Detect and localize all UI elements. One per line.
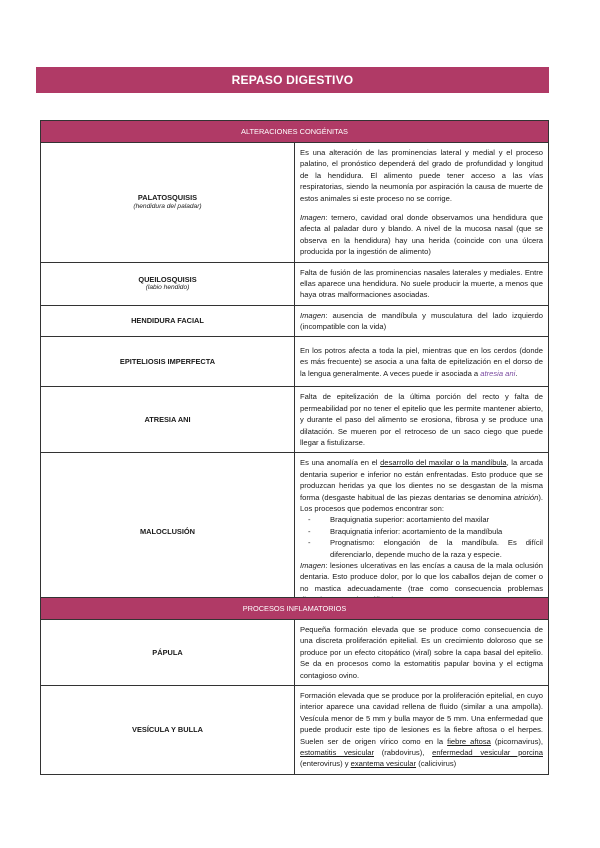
image-text: : lesiones ulcerativas en las encías a causa de la mala oclusión dentaria. Esto produce dolor, por lo que los caballos dejan de comer o no mastica adecuadamente (trae como consecuencia problemas [300, 560, 543, 593]
underlined-text: exantema vesicular [350, 759, 417, 769]
row-label: HENDIDURA FACIAL [41, 305, 295, 337]
row-sublabel: (labio hendido) [145, 284, 190, 292]
paragraph: Es una alteración de las prominencias lateral y medial y el proceso palatino, el pronóstico dependerá del grado de profundidad y longitud de la hendidura. El alimento puede tener acceso a las vías respiratorias, siendo la neumonía por aspiración la causa de muerte de estos animales si este proceso no se corrige. [300, 148, 543, 203]
row-text [295, 337, 549, 387]
underlined-text: desarrollo del maxilar o la mandíbula [380, 458, 507, 468]
row-text [295, 143, 549, 263]
row-label-text: QUEILOSQUISIS [138, 274, 197, 284]
row-label: ATRESIA ANI [41, 387, 295, 453]
row-text: Pequeña formación elevada que se produce como consecuencia de una discreta proliferación epitelial. Es un crecimiento doloroso que se produce por un efecto citopático (viral) sobre la capa basal del epitelio. Se da en procesos como la estomatitis papular bovina y el ectigma contagioso ovino. [295, 620, 549, 686]
row-label: PÁPULA [41, 620, 295, 686]
atresia-ani-link[interactable]: atresia ani [480, 368, 516, 378]
row-text [295, 685, 549, 774]
table-row [41, 685, 549, 774]
text: (enterovirus) y [300, 759, 351, 769]
inflammatory-header: PROCESOS INFLAMATORIOS [41, 598, 549, 620]
text: En los potros afecta a toda la piel, mientras que en los cerdos (donde es más frecuente) se asocia a una falta de epitelización en el dorso de la lengua generalmente. A veces puede ir asociada a [300, 345, 543, 378]
paragraph [300, 457, 543, 514]
row-label-text: PALATOSQUISIS [137, 193, 198, 203]
table-row [41, 305, 549, 337]
text: ). Los procesos que podemos encontrar son: [300, 492, 543, 513]
row-text: Falta de fusión de las prominencias nasales laterales y mediales. Entre ellas aparece una hendidura. No suele producir la muerte, a menos que haya otras malformaciones asociadas. [295, 262, 549, 305]
row-text [295, 453, 549, 610]
underlined-text: fiebre aftosa [447, 736, 491, 746]
text: , la arcada dentaria superior e inferior no están enfrentadas. Esto produce que se produzcan heridas ya que los dientes no se desgastan de la misma forma (desgaste habitual de las piezas dentarias se denomina [300, 458, 543, 502]
image-label: Imagen [300, 560, 326, 570]
table-row [41, 387, 549, 453]
italic-text: atrición [513, 492, 539, 502]
table-row [41, 143, 549, 263]
image-label: Imagen [300, 310, 326, 320]
table-row [41, 620, 549, 686]
table-row [41, 453, 549, 610]
list-item: - Braquignatia superior: acortamiento del maxilar [330, 514, 543, 525]
image-text: : ternero, cavidad oral donde observamos una hendidura que afecta al paladar duro y blando. A nivel de la mucosa nasal (que se observa en la hendidura) hay una herida (coincide con una úlcera producida por la ingestión de alimento) [300, 212, 543, 257]
row-label [41, 262, 295, 305]
text: (calicivirus) [416, 759, 457, 769]
row-label [41, 143, 295, 263]
text: Es una anomalía en el [300, 458, 381, 468]
image-label: Imagen [300, 212, 326, 222]
row-label: VESÍCULA Y BULLA [41, 685, 295, 774]
underlined-text: estomatitis vesicular [300, 747, 374, 757]
text: (rabdovirus), [374, 747, 433, 757]
paragraph [300, 212, 543, 258]
row-label: MALOCLUSIÓN [41, 453, 295, 610]
list-item: - Prognatismo: elongación de la mandíbula. Es difícil diferenciarlo, depende mucho de la raza y especie. [330, 537, 543, 560]
congenital-table [40, 120, 549, 611]
list-item: - Braquignatia inferior: acortamiento de la mandíbula [330, 526, 543, 537]
process-list [300, 514, 543, 560]
text: (picornavirus), [490, 736, 544, 746]
image-text: : ausencia de mandíbula y musculatura del lado izquierdo (incompatible con la vida) [300, 310, 543, 332]
row-label: EPITELIOSIS IMPERFECTA [41, 337, 295, 387]
table-row [41, 262, 549, 305]
inflammatory-table [40, 597, 549, 775]
congenital-header: ALTERACIONES CONGÉNITAS [41, 121, 549, 143]
text: . [515, 368, 518, 378]
row-text [295, 305, 549, 337]
table-row [41, 337, 549, 387]
underlined-text: enfermedad vesicular porcina [432, 747, 543, 757]
page-title: REPASO DIGESTIVO [36, 67, 549, 93]
row-text: Falta de epitelización de la última porción del recto y falta de permeabilidad por no tener el epitelio que les permite mantener abierto, y durante el paso del alimento se erosiona, fibrosa y se produce una dilatación. Se mueren por el retroceso de un saco ciego que puede llegar a fistulizarse. [295, 387, 549, 453]
text: Formación elevada que se produce por la proliferación epitelial, en cuyo interior aparece una cavidad rellena de fluido (similar a una ampolla). Vesícula menor de 5 mm y bulla mayor de 5 mm. Una enfermedad que puede producir este tipo de lesiones es la fiebre aftosa o el herpes. Suelen ser de origen vírico como en la [300, 690, 543, 746]
row-sublabel: (hendidura del paladar) [133, 202, 202, 210]
